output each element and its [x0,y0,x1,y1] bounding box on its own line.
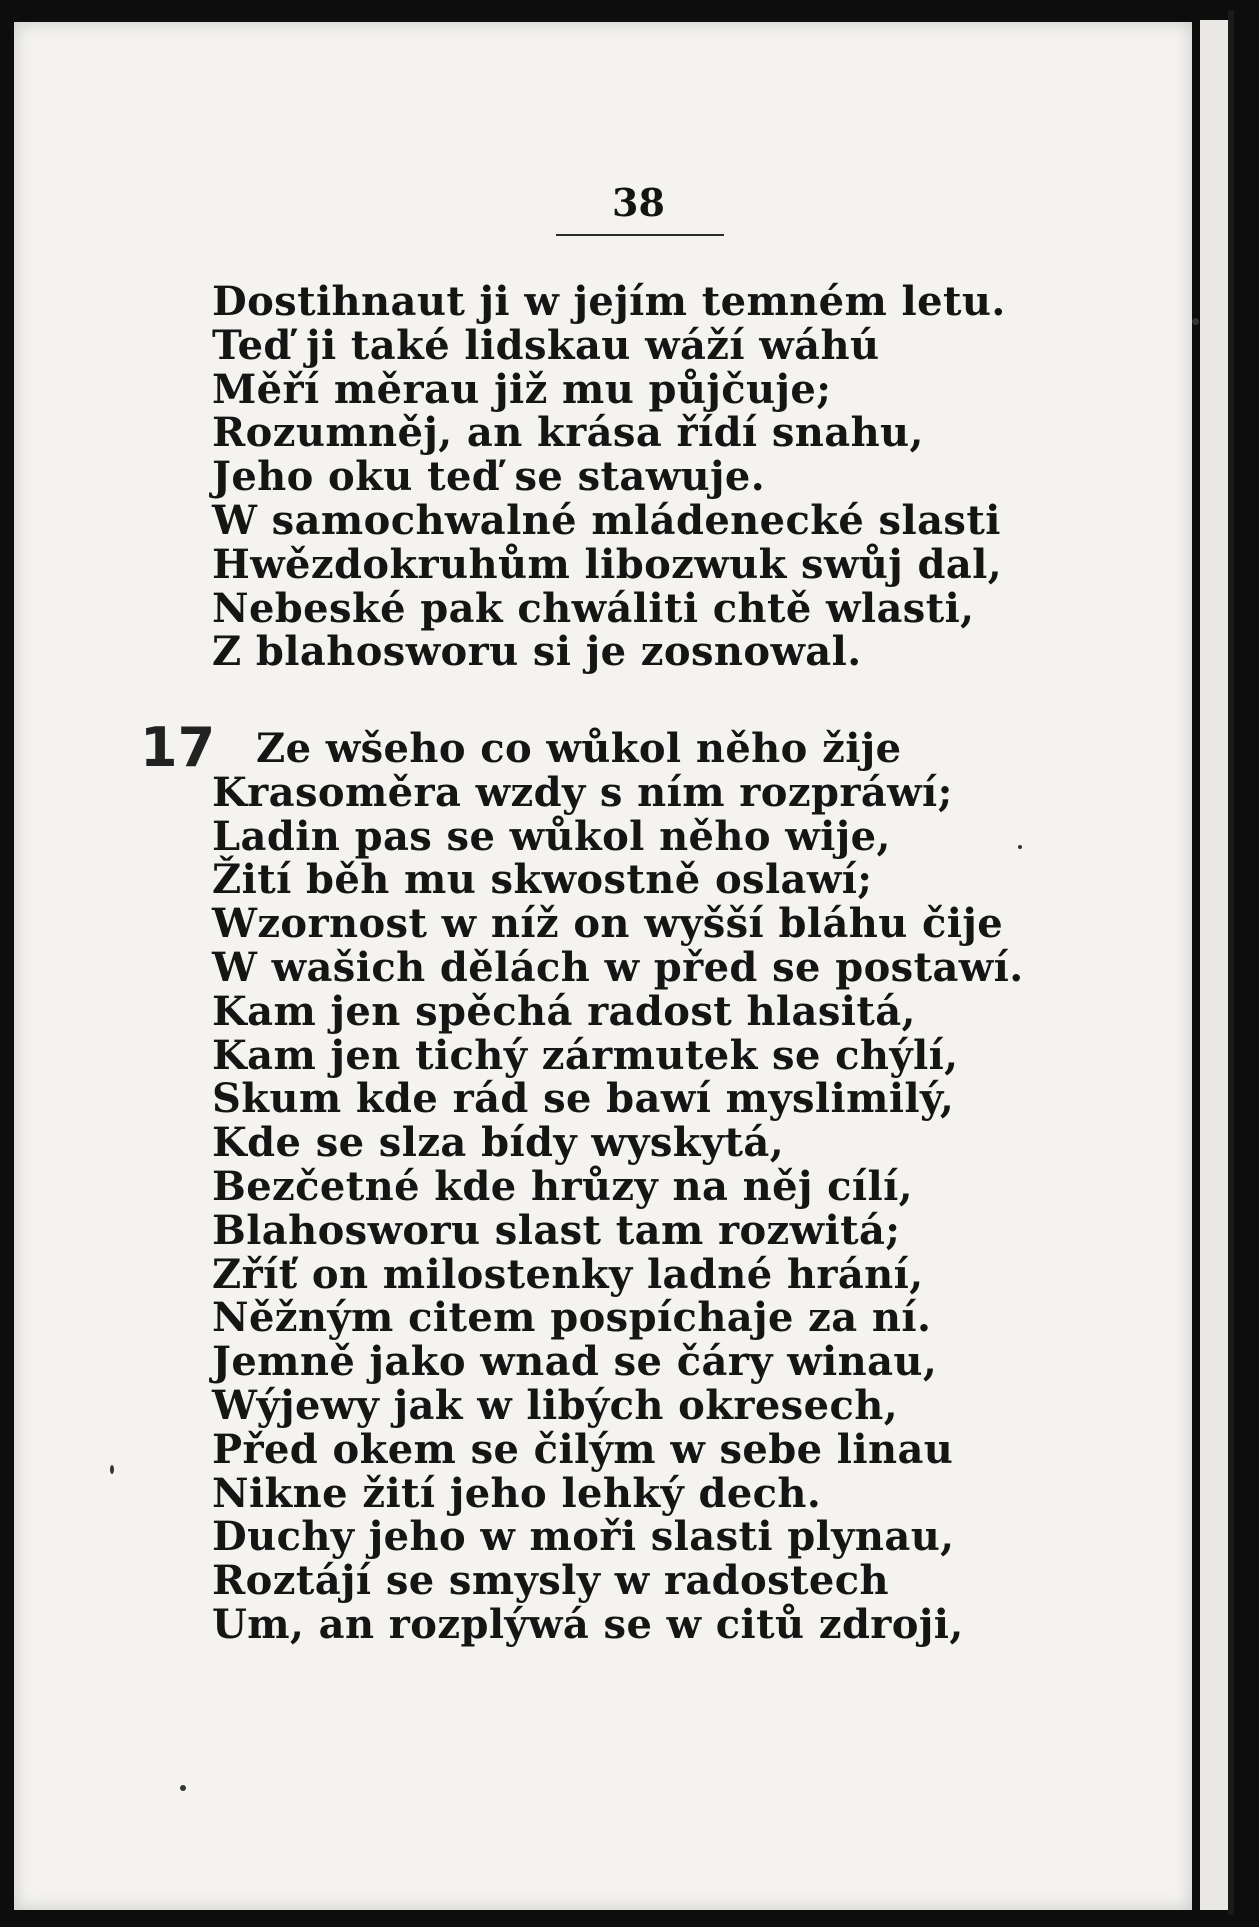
verse-line: Jeho oku teď se stawuje. [212,453,766,501]
handwritten-margin-note: 17 [140,716,216,779]
verse-line: Krasoměra wzdy s ním rozpráwí; [212,768,953,816]
verse-line: Skum kde rád se bawí myslimilý, [212,1075,955,1123]
verse-line: Z blahosworu si je zosnowal. [212,628,862,676]
verse-line: Ladin pas se wůkol něho wije, [212,812,891,860]
verse-line: Zříť on milostenky ladné hrání, [212,1250,924,1298]
verse-line: Nikne žití jeho lehký dech. [212,1469,822,1517]
ink-speck [110,1465,114,1474]
verse-line: Duchy jeho w moři slasti plynau, [212,1513,955,1561]
verse-line: Rozumněj, an krása řídí snahu, [212,409,924,457]
verse-line: Nebeské pak chwáliti chtě wlasti, [212,584,975,632]
verse-line: Wzornost w níž on wyšší bláhu čije [212,900,1004,948]
verse-line: Bezčetné kde hrůzy na něj cílí, [212,1162,914,1210]
verse-line: Žití běh mu skwostně oslawí; [212,856,873,904]
verse-line: Hwězdokruhům libozwuk swůj dal, [212,540,1003,588]
verse-line: Dostihnaut ji w jejím temném letu. [212,278,1006,325]
verse-line: Měří měrau již mu půjčuje; [212,365,832,413]
verse-line: Um, an rozplýwá se w citů zdroji, [212,1600,964,1648]
page-number-rule [556,234,724,236]
verse-line: W wašich dělách w před se postawí. [212,943,1024,991]
stanza-1 [212,280,1006,674]
verse-line: Roztájí se smysly w radostech [212,1557,889,1605]
verse-line: W samochwalné mládenecké slasti [212,496,1001,544]
verse-line: Ze wšeho co wůkol něho žije [256,725,902,772]
ink-speck [1192,318,1199,325]
page-number: 38 [612,180,665,225]
binding-shadow [1228,10,1234,1915]
verse-line: Teď ji také lidskau wáží wáhú [212,321,880,369]
stanza-2 [212,727,1024,1647]
verse-line: Před okem se čilým w sebe linau [212,1425,954,1473]
verse-line: Jemně jako wnad se čáry winau, [212,1338,938,1386]
verse-line: Něžným citem pospíchaje za ní. [212,1294,932,1342]
verse-line: Wýjewy jak w libých okresech, [212,1381,899,1429]
ink-speck [1018,845,1022,849]
ink-speck [180,1785,186,1791]
verse-line: Kde se slza bídy wyskytá, [212,1119,785,1167]
verse-line: Blahosworu slast tam rozwitá; [212,1206,901,1254]
verse-line: Kam jen tichý zármutek se chýlí, [212,1031,959,1079]
adjacent-page-edge [1200,20,1230,1910]
verse-line: Kam jen spěchá radost hlasitá, [212,987,916,1035]
